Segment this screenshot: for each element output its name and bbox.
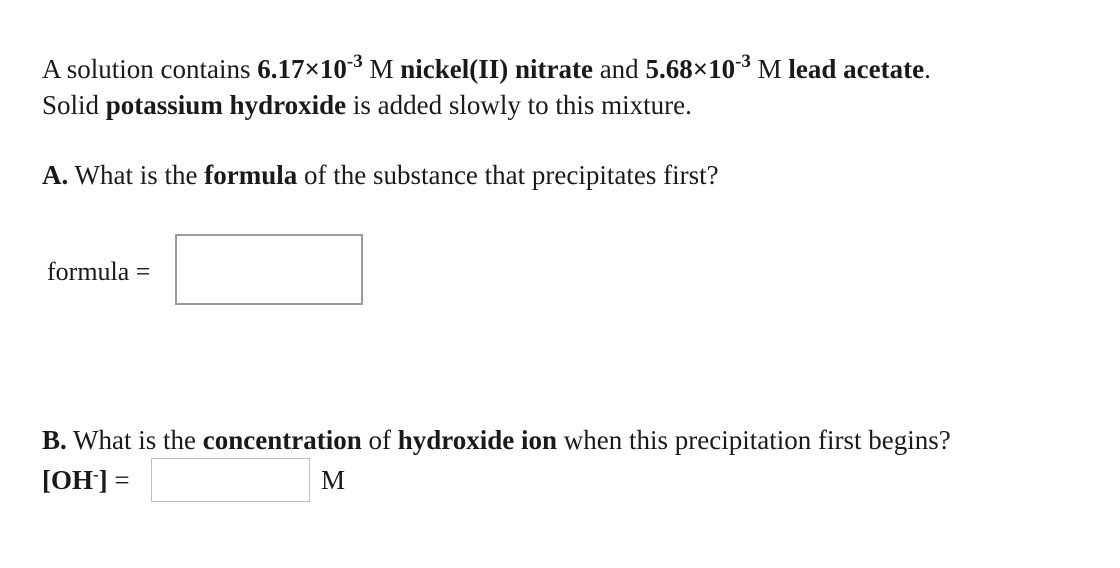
- hydroxide-concentration-label: [42, 463, 130, 501]
- nickel-concentration-exponent: -3: [346, 51, 363, 72]
- problem-statement-line-1: [42, 52, 931, 90]
- question-a: [42, 158, 719, 192]
- question-b: [42, 423, 951, 457]
- unit-molar-label: M: [321, 465, 346, 495]
- oh-label-equals: =: [107, 465, 130, 495]
- question-b-marker: B.: [42, 425, 67, 455]
- question-b-keyword-2: hydroxide ion: [397, 425, 558, 455]
- reagent-potassium-hydroxide: potassium hydroxide: [105, 90, 347, 120]
- oh-label-charge: -: [93, 465, 99, 484]
- solute-lead-acetate: lead acetate: [788, 54, 925, 84]
- solute-nickel-nitrate: nickel(II) nitrate: [400, 54, 593, 84]
- question-b-keyword-1: concentration: [202, 425, 362, 455]
- question-b-text-1: What is the: [66, 425, 203, 455]
- question-a-marker: A.: [42, 160, 69, 190]
- question-a-keyword: formula: [204, 160, 298, 190]
- question-b-text-2: of: [361, 425, 398, 455]
- unit-molar-2: M: [750, 54, 789, 84]
- period: .: [924, 54, 931, 84]
- question-b-text-3: when this precipitation first begins?: [557, 425, 951, 455]
- lead-concentration-exponent: -3: [735, 51, 751, 72]
- nickel-concentration: [257, 51, 363, 84]
- hydroxide-concentration-input[interactable]: [151, 458, 310, 502]
- formula-input[interactable]: [175, 234, 363, 305]
- nickel-concentration-base: 6.17×10: [257, 54, 347, 84]
- problem-statement-line-2: [42, 88, 692, 122]
- intro-text: A solution contains: [42, 54, 258, 84]
- oh-label-open: [OH: [42, 465, 93, 495]
- unit-molar-1: M: [362, 54, 401, 84]
- question-a-text-1: What is the: [68, 160, 205, 190]
- and-text: and: [592, 54, 646, 84]
- intro-text-2a: Solid: [42, 90, 106, 120]
- formula-field-label: formula =: [47, 257, 151, 286]
- oh-label-close: ]: [98, 465, 108, 495]
- intro-text-2b: is added slowly to this mixture.: [346, 90, 692, 120]
- lead-concentration: [645, 51, 751, 84]
- question-a-text-2: of the substance that precipitates first?: [297, 160, 719, 190]
- lead-concentration-base: 5.68×10: [645, 54, 736, 84]
